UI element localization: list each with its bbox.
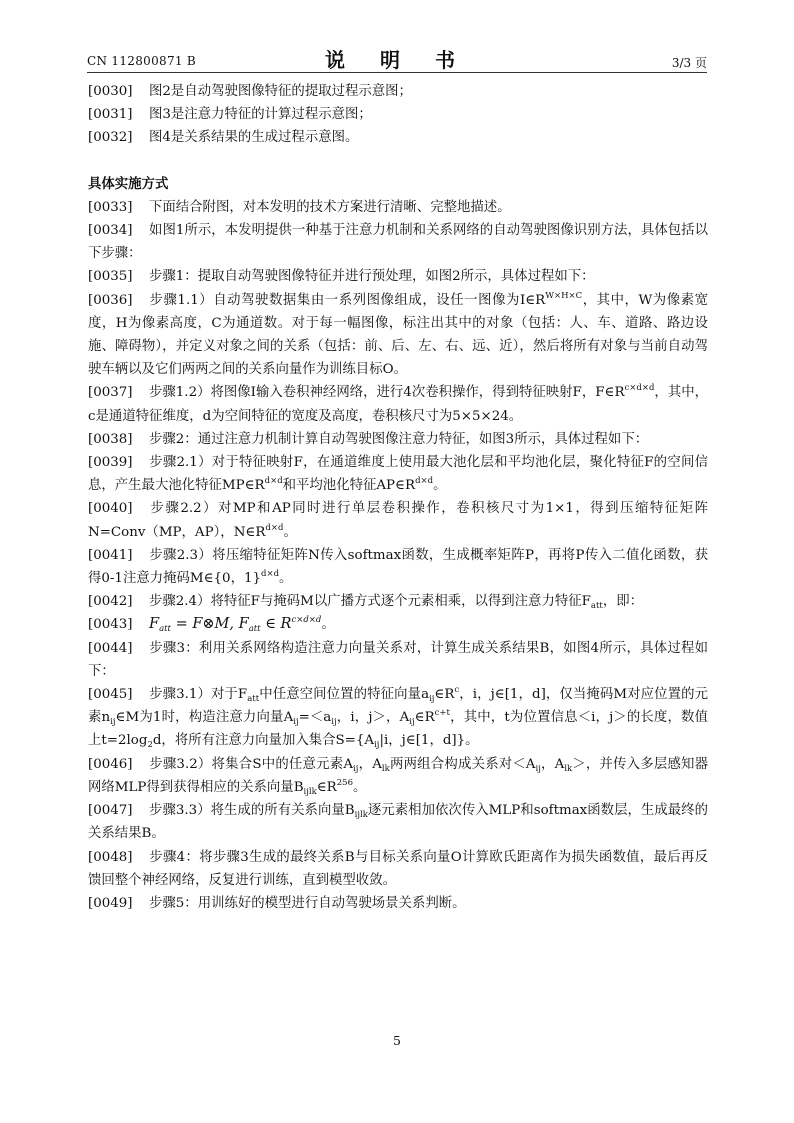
paragraph-text: ，A: [540, 756, 565, 772]
subscript: ij: [353, 763, 359, 774]
formula-part: F: [149, 616, 160, 633]
subscript: ij: [535, 763, 541, 774]
paragraph-0040: [88, 497, 708, 543]
paragraph-number: [0035]: [88, 269, 133, 285]
document-body: [88, 80, 708, 915]
paragraph-text: 。: [279, 571, 293, 587]
paragraph-text: 步骤2.1）对于特征映射F，在通道维度上使用最大池化层和平均池化层，聚化特征F的空间信息，产生最大池化特征MP∈R: [88, 455, 708, 494]
paragraph-number: [0049]: [88, 895, 133, 911]
superscript: c×d×d: [624, 383, 655, 394]
paragraph-text: ，i，j∈[1，d]，仅当掩码M对应位置的元素n: [88, 687, 708, 726]
superscript: 256: [336, 777, 353, 788]
paragraph-number: [0038]: [88, 431, 133, 447]
formula-part: = F⊗M, F: [170, 616, 249, 633]
subscript: att: [247, 694, 260, 705]
paragraph-text: ∈R: [316, 779, 337, 795]
paragraph-number: [0037]: [88, 385, 133, 401]
paragraph-text: 步骤2.3）将压缩特征矩阵N传入softmax函数，生成概率矩阵P，再将P传入二值化函数，获得0-1注意力掩码M∈{0，1}: [88, 547, 708, 587]
paragraph-text: 两两组合构成关系对＜A: [389, 756, 536, 772]
subscript: lk: [381, 763, 390, 774]
paragraph-number: [0030]: [88, 84, 133, 99]
paragraph-0036: [88, 289, 708, 382]
page-indicator: 3/3 页: [671, 56, 707, 70]
paragraph-text: 和平均池化特征AP∈R: [282, 478, 416, 494]
paragraph-number: [0048]: [88, 849, 133, 865]
paragraph-text: 步骤1：提取自动驾驶图像特征并进行预处理，如图2所示，具体过程如下：: [149, 269, 595, 285]
paragraph-text: 图3是注意力特征的计算过程示意图；: [149, 107, 372, 123]
paragraph-text: 步骤2.2）对MP和AP同时进行单层卷积操作，卷积核尺寸为1×1，得到压缩特征矩阵N=Conv（MP，AP），N∈R: [88, 501, 708, 540]
paragraph-text: =＜a: [298, 710, 332, 726]
subscript: att: [159, 624, 171, 635]
paragraph-text: ∈R: [434, 687, 455, 703]
paragraph-text: 步骤3.1）对于F: [149, 687, 248, 703]
paragraph-number: [0045]: [88, 687, 133, 703]
paragraph-0030: [88, 80, 708, 103]
paragraph-text: 步骤3：利用关系网络构造注意力向量关系对，计算生成关系结果B，如图4所示，具体过程如下：: [88, 640, 708, 679]
paragraph-number: [0033]: [88, 199, 133, 215]
superscript: d×d: [265, 522, 284, 533]
paragraph-number: [0040]: [88, 501, 133, 517]
superscript: c×d×d: [291, 615, 322, 626]
page-number: 5: [393, 1033, 401, 1048]
subscript: ij: [331, 717, 337, 728]
paragraph-0049: [88, 892, 708, 915]
paragraph-number: [0034]: [88, 223, 133, 239]
paragraph-text: 。: [283, 524, 297, 540]
paragraph-text: 步骤2：通过注意力机制计算自动驾驶图像注意力特征，如图3所示，具体过程如下：: [149, 431, 649, 447]
subscript: ij: [374, 740, 380, 751]
paragraph-0043: [88, 613, 708, 636]
paragraph-0039: [88, 451, 708, 497]
paragraph-number: [0043]: [88, 617, 133, 633]
paragraph-number: [0039]: [88, 455, 133, 471]
attention-formula: [149, 615, 322, 635]
paragraph-text: ，i，j＞，A: [336, 710, 410, 726]
paragraph-text: 步骤1.2）将图像I输入卷积神经网络，进行4次卷积操作，得到特征映射F，F∈R: [149, 385, 625, 401]
paragraph-number: [0032]: [88, 130, 133, 146]
document-title: 说 明 书: [325, 48, 469, 72]
paragraph-text: 。: [353, 779, 367, 795]
paragraph-text: ，其中，t为位置信息＜i，j＞的长度，数值上t=2log: [88, 710, 709, 749]
subscript: att: [590, 601, 603, 612]
superscript: c+t: [434, 708, 450, 719]
page-header: [87, 40, 707, 70]
paragraph-text: 步骤5：用训练好的模型进行自动驾驶场景关系判断。: [149, 895, 466, 911]
paragraph-0032: [88, 126, 708, 149]
subscript: ijlk: [354, 810, 368, 821]
paragraph-text: d，将所有注意力向量加入集合S={A: [152, 733, 375, 749]
paragraph-text: ，其中，W为像素宽度，H为像素高度，C为通道数。对于每一幅图像，标注出其中的对象（包括：人、车、道路、路边设施、障碍物），并定义对象之间的关系（包括：前、后、左、右、远、近），然后将所有对象与当前自动驾驶车辆以及它们两两之间的关系向量作为训练目标O。: [88, 292, 709, 378]
paragraph-0033: [88, 196, 708, 219]
subscript: lk: [564, 763, 573, 774]
paragraph-0031: [88, 103, 708, 126]
paragraph-text: 下面结合附图，对本发明的技术方案进行清晰、完整地描述。: [149, 199, 511, 215]
paragraph-number: [0036]: [88, 292, 133, 308]
subscript: ijlk: [303, 786, 317, 797]
paragraph-text: ，即：: [602, 594, 643, 610]
superscript: c: [454, 685, 460, 696]
subscript: att: [248, 624, 261, 635]
header-divider: [87, 72, 707, 73]
paragraph-number: [0041]: [88, 547, 133, 563]
paragraph-text: 步骤1.1）自动驾驶数据集由一系列图像组成，设任一图像为I∈R: [149, 292, 546, 308]
superscript: d×d: [415, 476, 434, 487]
paragraph-0048: [88, 846, 708, 892]
paragraph-text: 步骤3.2）将集合S中的任意元素A: [149, 756, 354, 772]
paragraph-0045: [88, 683, 708, 753]
paragraph-number: [0042]: [88, 594, 133, 610]
paragraph-text: 步骤2.4）将特征F与掩码M以广播方式逐个元素相乘，以得到注意力特征F: [149, 594, 591, 610]
paragraph-0035: [88, 265, 708, 288]
section-heading: 具体实施方式: [88, 175, 169, 192]
paragraph-text: ，A: [358, 756, 382, 772]
paragraph-0047: [88, 799, 708, 845]
paragraph-text: ∈R: [414, 710, 435, 726]
paragraph-text: ∈M为1时，构造注意力向量A: [115, 710, 294, 726]
superscript: d×d: [261, 569, 280, 580]
subscript: ij: [293, 717, 299, 728]
paragraph-0038: [88, 428, 708, 451]
subscript: ij: [429, 694, 435, 705]
paragraph-text: 步骤3.3）将生成的所有关系向量B: [149, 803, 355, 819]
subscript: ij: [110, 717, 116, 728]
paragraph-text: 如图1所示，本发明提供一种基于注意力机制和关系网络的自动驾驶图像识别方法，具体包括以下步骤：: [88, 223, 708, 262]
paragraph-number: [0047]: [88, 803, 133, 819]
formula-part: 。: [321, 617, 335, 633]
patent-number: CN 112800871 B: [87, 54, 197, 68]
paragraph-text: 。: [433, 478, 447, 494]
formula-part: ∈ R: [260, 616, 292, 633]
paragraph-0042: [88, 590, 708, 613]
paragraph-number: [0044]: [88, 640, 133, 656]
paragraph-text: 图4是关系结果的生成过程示意图。: [149, 130, 359, 146]
paragraph-text: 步骤4：将步骤3生成的最终关系B与目标关系向量O计算欧氏距离作为损失函数值，最后再反馈回整个神经网络，反复进行训练，直到模型收敛。: [88, 849, 708, 888]
subscript: ij: [409, 717, 415, 728]
paragraph-text: ＞，并传入多层感知器网络MLP得到获得相应的关系向量B: [88, 756, 709, 795]
paragraph-0046: [88, 753, 708, 799]
paragraph-number: [0031]: [88, 107, 133, 123]
paragraph-text: 图2是自动驾驶图像特征的提取过程示意图；: [149, 84, 412, 99]
paragraph-text: 逐元素相加依次传入MLP和softmax函数层，生成最终的关系结果B。: [88, 803, 708, 842]
paragraph-0044: [88, 637, 708, 683]
paragraph-text: ，其中，c是通道特征维度，d为空间特征的宽度及高度，卷积核尺寸为5×5×24。: [88, 385, 708, 424]
paragraph-number: [0046]: [88, 756, 133, 772]
superscript: d×d: [264, 476, 283, 487]
paragraph-text: |i，j∈[1，d]}。: [379, 733, 479, 749]
paragraph-text: 中任意空间位置的特征向量a: [259, 687, 430, 703]
paragraph-0037: [88, 381, 708, 427]
paragraph-0034: [88, 219, 708, 265]
paragraph-0041: [88, 544, 708, 590]
superscript: W×H×C: [545, 290, 583, 301]
subscript: 2: [147, 740, 153, 751]
